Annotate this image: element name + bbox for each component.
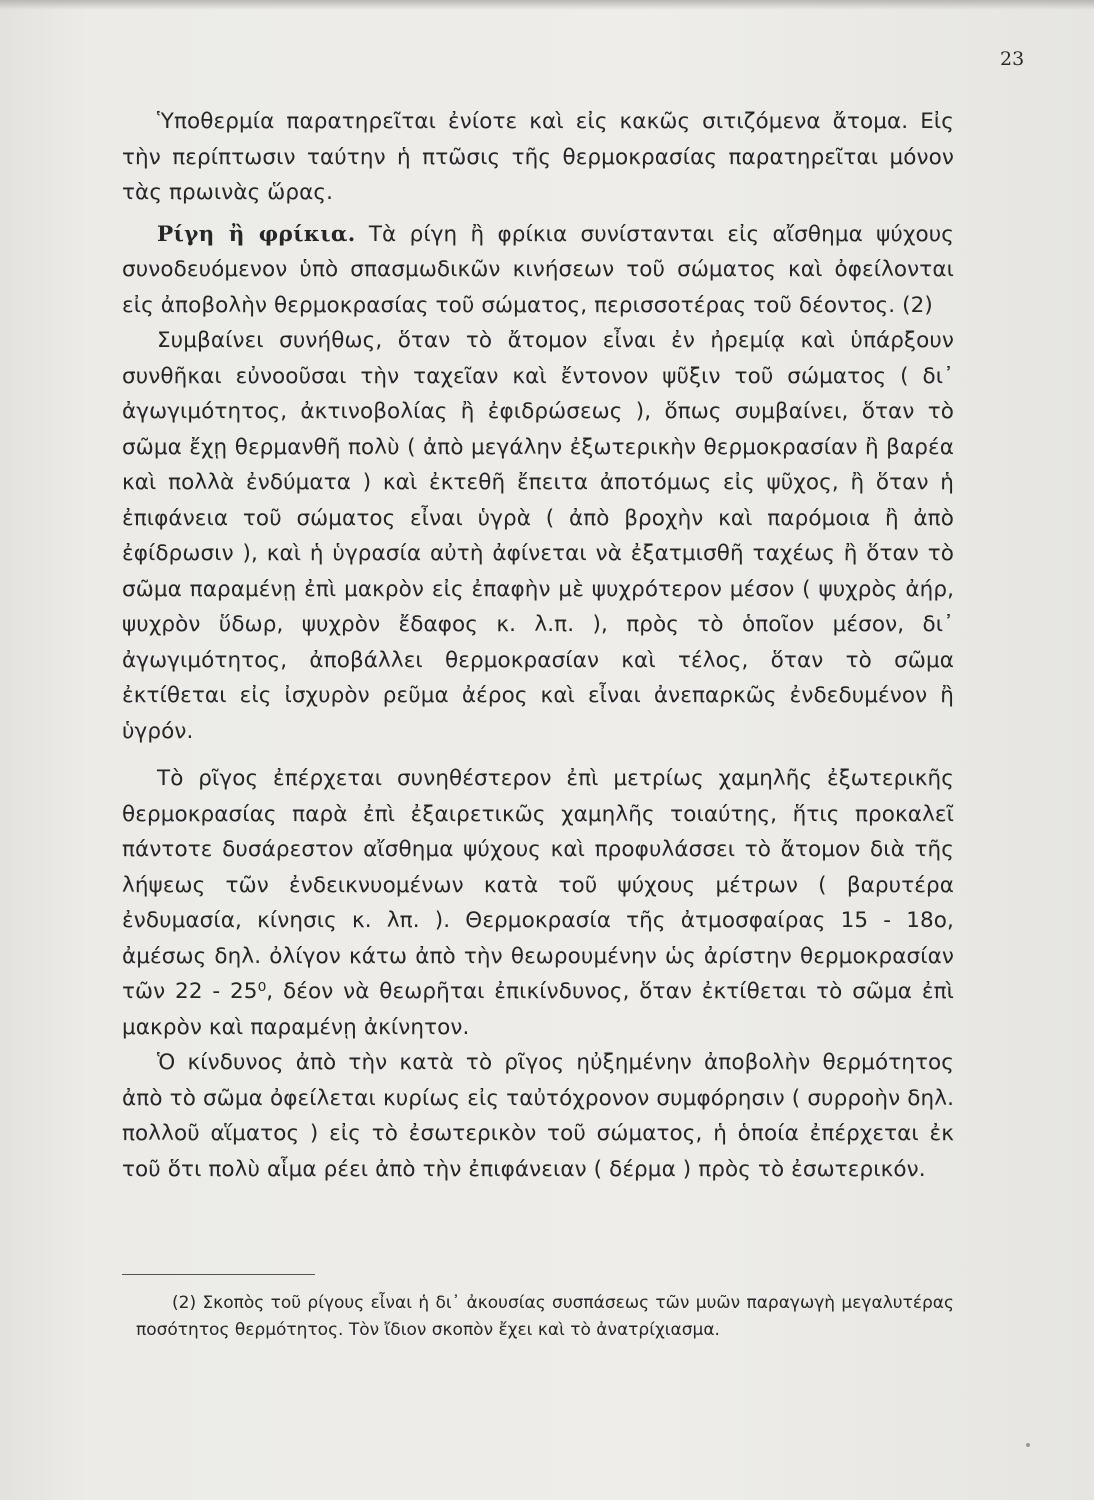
footnote: (2) Σκοπὸς τοῦ ρίγους εἶναι ἡ δι᾽ ἀκουσίας συσπάσεως τῶν μυῶν παραγωγὴ μεγαλυτέρας ποσότητος θερμότητος. Τὸν ἴδιον σκοπὸν ἔχει καὶ τὸ ἀνατρίχιασμα. (136, 1293, 954, 1340)
paragraph-hypothermia: Ὑποθερμία παρατηρεῖται ἐνίοτε καὶ εἰς κακῶς σιτιζόμενα ἄτομα. Εἰς τὴν περίπτωσιν ταύτην ἡ πτῶσις τῆς θερμοκρασίας παρατηρεῖται μόνον τὰς πρωινὰς ὥρας. (122, 109, 954, 205)
paragraph-chills-definition (122, 217, 954, 324)
scan-edge-shadow (0, 0, 1094, 10)
paragraph-chills-definition-text: Τὰ ρίγη ἢ φρίκια συνίστανται εἰς αἴσθημα ψύχους συνοδευόμενον ὑπὸ σπασμωδικῶν κινήσεων τοῦ σώματος καὶ ὀφείλονται εἰς ἀποβολὴν θερμοκρασίας τοῦ σώματος, περισσοτέρας τοῦ δέοντος. (2) (122, 221, 954, 318)
body-text (122, 104, 954, 1187)
footnote-divider (122, 1274, 315, 1275)
paragraph-chills-causes: Συμβαίνει συνήθως, ὅταν τὸ ἄτομον εἶναι ἐν ἠρεμίᾳ καὶ ὑπάρξουν συνθῆκαι εὐνοοῦσαι τὴν ταχεῖαν καὶ ἔντονον ψῦξιν τοῦ σώματος ( δι᾽ ἀγωγιμότητος, ἀκτινοβολίας ἢ ἐφιδρώσεως ), ὅπως συμβαίνει, ὅταν τὸ σῶμα ἔχῃ θερμανθῆ πολὺ ( ἀπὸ μεγάλην ἐξωτερικὴν θερμοκρασίαν ἢ βαρέα καὶ πολλὰ ἐνδύματα ) καὶ ἐκτεθῆ ἔπειτα ἀποτόμως εἰς ψῦχος, ἢ ὅταν ἡ ἐπιφάνεια τοῦ σώματος εἶναι ὑγρὰ ( ἀπὸ βροχὴν καὶ παρόμοια ἢ ἀπὸ ἐφίδρωσιν ), καὶ ἡ ὑγρασία αὐτὴ ἀφίνεται νὰ ἐξατμισθῆ ταχέως ἢ ὅταν τὸ σῶμα παραμένῃ ἐπὶ μακρὸν εἰς ἐπαφὴν μὲ ψυχρότερον μέσον ( ψυχρὸς ἀήρ, ψυχρὸν ὕδωρ, ψυχρὸν ἔδαφος κ. λ.π. ), πρὸς τὸ ὁποῖον μέσον, δι᾽ ἀγωγιμότητος, ἀποβάλλει θερμοκρασίαν καὶ τέλος, ὅταν τὸ σῶμα ἐκτίθεται εἰς ἰσχυρὸν ρεῦμα ἀέρος καὶ εἶναι ἀνεπαρκῶς ἐνδεδυμένον ἢ ὑγρόν. (122, 328, 954, 744)
page-number: 23 (1000, 48, 1025, 70)
paragraph-shiver-danger: Ὁ κίνδυνος ἀπὸ τὴν κατὰ τὸ ρῖγος ηὐξημένην ἀποβολὴν θερμότητος ἀπὸ τὸ σῶμα ὀφείλεται κυρίως εἰς ταὐτόχρονον συμφόρησιν ( συρροὴν δηλ. πολλοῦ αἵματος ) εἰς τὸ ἐσωτερικὸν τοῦ σώματος, ἡ ὁποία ἐπέρχεται ἐκ τοῦ ὅτι πολὺ αἷμα ρέει ἀπὸ τὴν ἐπιφάνειαν ( δέρμα ) πρὸς τὸ ἐσωτερικόν. (122, 1050, 954, 1182)
scan-speck (1026, 1443, 1030, 1447)
section-heading: Ρίγη ἢ φρίκια. (157, 221, 356, 247)
paragraph-shiver-temperature: Τὸ ρῖγος ἐπέρχεται συνηθέστερον ἐπὶ μετρίως χαμηλῆς ἐξωτερικῆς θερμοκρασίας παρὰ ἐπὶ ἐξαιρετικῶς χαμηλῆς τοιαύτης, ἥτις προκαλεῖ πάντοτε δυσάρεστον αἴσθημα ψύχους καὶ προφυλάσσει τὸ ἄτομον διὰ τῆς λήψεως τῶν ἐνδεικνυομένων κατὰ τοῦ ψύχους μέτρων ( βαρυτέρα ἐνδυμασία, κίνησις κ. λπ. ). Θερμοκρασία τῆς ἀτμοσφαίρας 15 - 18ο, ἀμέσως δηλ. ὀλίγον κάτω ἀπὸ τὴν θεωρουμένην ὡς ἀρίστην θερμοκρασίαν τῶν 22 - 25⁰, δέον νὰ θεωρῆται ἐπικίνδυνος, ὅταν ἐκτίθεται τὸ σῶμα ἐπὶ μακρὸν καὶ παραμένῃ ἀκίνητον. (122, 766, 954, 1040)
